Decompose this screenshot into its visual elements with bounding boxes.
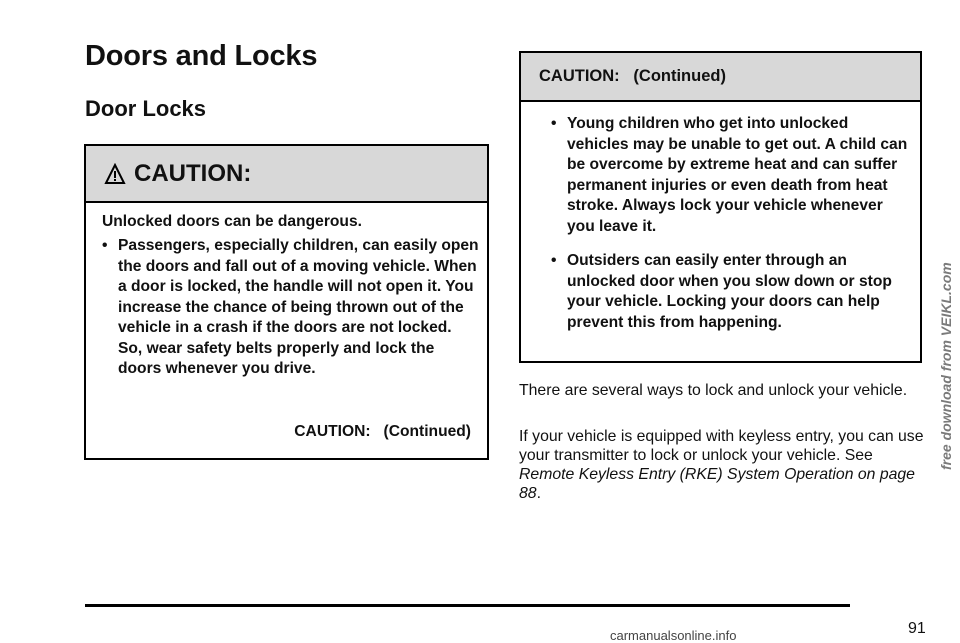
body-paragraph: There are several ways to lock and unlock your vehicle. [519, 382, 908, 399]
bullet-dot-icon: • [551, 115, 557, 132]
bullet-dot-icon: • [102, 237, 108, 254]
paragraph-text: If your vehicle is equipped with keyless entry, you can use your transmitter to lock or unlock your vehicle. See [519, 428, 924, 464]
caution-header: CAUTION: (Continued) [521, 53, 920, 102]
section-title: Door Locks [85, 96, 207, 121]
caution-box-2 [519, 51, 922, 363]
caution-bullet [551, 114, 911, 237]
caution-bullet-text: Passengers, especially children, can easily open the doors and fall out of a moving vehicle. When a door is locked, the handle will not open it. You increase the chance of being thrown out of the vehicle in a crash if the doors are not locked. So, wear safety belts properly and lock the doors whenever you drive. [118, 237, 479, 377]
footer-site: carmanualsonline.info [610, 628, 737, 643]
bullet-dot-icon: • [551, 252, 557, 269]
paragraph-text: . [536, 485, 541, 502]
caution-heading: CAUTION: [134, 159, 252, 187]
page-number: 91 [908, 620, 926, 637]
cross-reference-link[interactable]: Remote Keyless Entry (RKE) System Operation on page 88 [519, 466, 915, 502]
footer-rule [85, 604, 850, 607]
watermark: free download from VEIKL.com [938, 262, 954, 470]
caution-bullet [102, 236, 480, 380]
caution-continued-label: CAUTION: (Continued) [294, 423, 471, 440]
caution-bullet-text: Young children who get into unlocked vehicles may be unable to get out. A child can be overcome by extreme heat and can suffer permanent injuries or even death from heat stroke. Always lock your vehicle whenever you leave it. [567, 115, 908, 235]
warning-triangle-icon [104, 163, 126, 185]
page-title: Doors and Locks [85, 40, 318, 72]
caution-header [86, 146, 487, 203]
body-paragraph [519, 427, 929, 503]
caution-intro: Unlocked doors can be dangerous. [102, 213, 362, 230]
caution-box-1 [84, 144, 489, 460]
caution-bullet-text: Outsiders can easily enter through an unlocked door when you slow down or stop your vehicle. Locking your doors can help prevent this from happening. [567, 252, 892, 331]
caution-bullet [551, 251, 911, 333]
